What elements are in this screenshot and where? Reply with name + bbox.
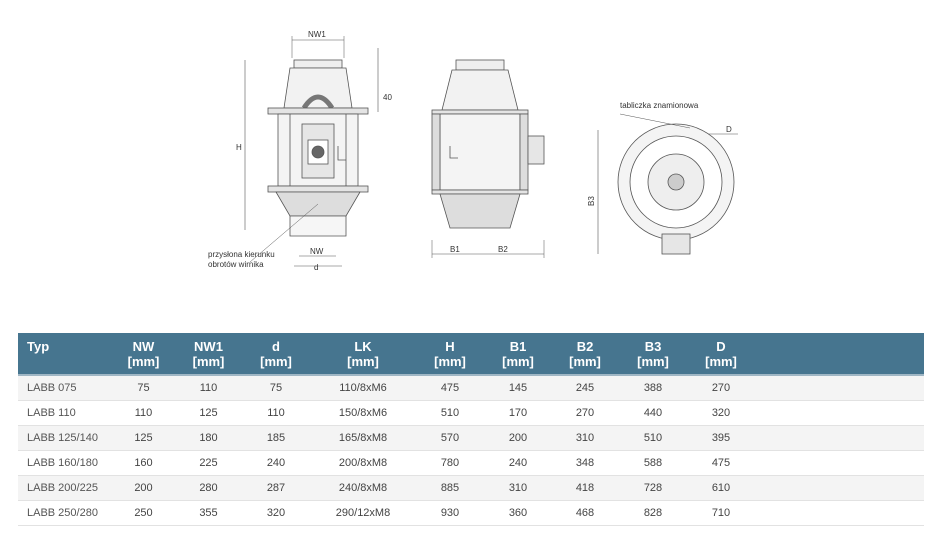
cell-d: 320 (241, 501, 311, 526)
cell-b2: 310 (551, 426, 619, 451)
top-view (598, 114, 738, 254)
cell-lk: 240/8xM8 (311, 476, 415, 501)
header-nw1: NW1 [mm] (176, 333, 241, 375)
cell-typ: LABB 075 (18, 375, 111, 401)
cell-b2: 418 (551, 476, 619, 501)
cell-nw: 125 (111, 426, 176, 451)
cell-spacer (755, 426, 924, 451)
cell-d: 110 (241, 401, 311, 426)
cell-b1: 310 (485, 476, 551, 501)
header-typ: Typ (18, 333, 111, 375)
cell-lk: 290/12xM8 (311, 501, 415, 526)
cell-b1: 240 (485, 451, 551, 476)
cell-b3: 440 (619, 401, 687, 426)
cell-h: 570 (415, 426, 485, 451)
cell-d-big: 270 (687, 375, 755, 401)
table-row (18, 401, 924, 426)
cell-b2: 468 (551, 501, 619, 526)
header-b1: B1 [mm] (485, 333, 551, 375)
header-b2: B2 [mm] (551, 333, 619, 375)
cell-d: 185 (241, 426, 311, 451)
cell-typ: LABB 160/180 (18, 451, 111, 476)
label-shutter-1: przysłona kierunku (208, 250, 275, 259)
cell-spacer (755, 375, 924, 401)
cell-typ: LABB 200/225 (18, 476, 111, 501)
cell-typ: LABB 250/280 (18, 501, 111, 526)
cell-h: 780 (415, 451, 485, 476)
cell-typ: LABB 125/140 (18, 426, 111, 451)
cell-nw1: 280 (176, 476, 241, 501)
cell-spacer (755, 401, 924, 426)
cell-nw1: 355 (176, 501, 241, 526)
label-d-big: D (726, 125, 732, 134)
cell-h: 475 (415, 375, 485, 401)
cell-d-big: 610 (687, 476, 755, 501)
label-b1: B1 (450, 245, 460, 254)
cell-nw: 200 (111, 476, 176, 501)
table-row (18, 426, 924, 451)
cell-nw1: 225 (176, 451, 241, 476)
cell-spacer (755, 501, 924, 526)
label-d-small: d (314, 263, 319, 272)
cell-nw1: 180 (176, 426, 241, 451)
cell-lk: 110/8xM6 (311, 375, 415, 401)
cell-nw: 110 (111, 401, 176, 426)
cell-d-big: 320 (687, 401, 755, 426)
header-h: H [mm] (415, 333, 485, 375)
cell-d-big: 710 (687, 501, 755, 526)
cell-lk: 200/8xM8 (311, 451, 415, 476)
cell-b3: 388 (619, 375, 687, 401)
spec-table (18, 333, 924, 526)
cell-nw1: 110 (176, 375, 241, 401)
header-spacer (755, 333, 924, 375)
table-header-row (18, 333, 924, 375)
header-b3: B3 [mm] (619, 333, 687, 375)
cell-d-big: 475 (687, 451, 755, 476)
cell-typ: LABB 110 (18, 401, 111, 426)
cell-b1: 360 (485, 501, 551, 526)
table-row (18, 501, 924, 526)
label-b2: B2 (498, 245, 508, 254)
cell-b2: 348 (551, 451, 619, 476)
cell-spacer (755, 476, 924, 501)
header-lk: LK [mm] (311, 333, 415, 375)
cell-nw: 250 (111, 501, 176, 526)
label-b3: B3 (587, 196, 596, 206)
cell-b3: 828 (619, 501, 687, 526)
label-nw1: NW1 (308, 30, 326, 39)
label-nameplate: tabliczka znamionowa (620, 101, 699, 110)
cell-b1: 200 (485, 426, 551, 451)
label-nw: NW (310, 247, 324, 256)
cell-b3: 728 (619, 476, 687, 501)
header-d: d [mm] (241, 333, 311, 375)
cell-h: 885 (415, 476, 485, 501)
front-view (245, 36, 378, 266)
cell-d: 287 (241, 476, 311, 501)
cell-b1: 170 (485, 401, 551, 426)
header-d-big: D [mm] (687, 333, 755, 375)
cell-nw: 160 (111, 451, 176, 476)
cell-lk: 165/8xM8 (311, 426, 415, 451)
cell-b3: 588 (619, 451, 687, 476)
cell-spacer (755, 451, 924, 476)
label-shutter-2: obrotów wirnika (208, 260, 264, 269)
cell-h: 510 (415, 401, 485, 426)
side-view (432, 60, 544, 258)
cell-b2: 245 (551, 375, 619, 401)
header-nw: NW [mm] (111, 333, 176, 375)
cell-lk: 150/8xM6 (311, 401, 415, 426)
label-h: H (236, 143, 242, 152)
cell-nw: 75 (111, 375, 176, 401)
label-40: 40 (383, 93, 392, 102)
cell-b3: 510 (619, 426, 687, 451)
table-row (18, 451, 924, 476)
cell-h: 930 (415, 501, 485, 526)
table-row (18, 375, 924, 401)
cell-nw1: 125 (176, 401, 241, 426)
table-row (18, 476, 924, 501)
cell-d: 240 (241, 451, 311, 476)
cell-b2: 270 (551, 401, 619, 426)
cell-d: 75 (241, 375, 311, 401)
cell-b1: 145 (485, 375, 551, 401)
cell-d-big: 395 (687, 426, 755, 451)
